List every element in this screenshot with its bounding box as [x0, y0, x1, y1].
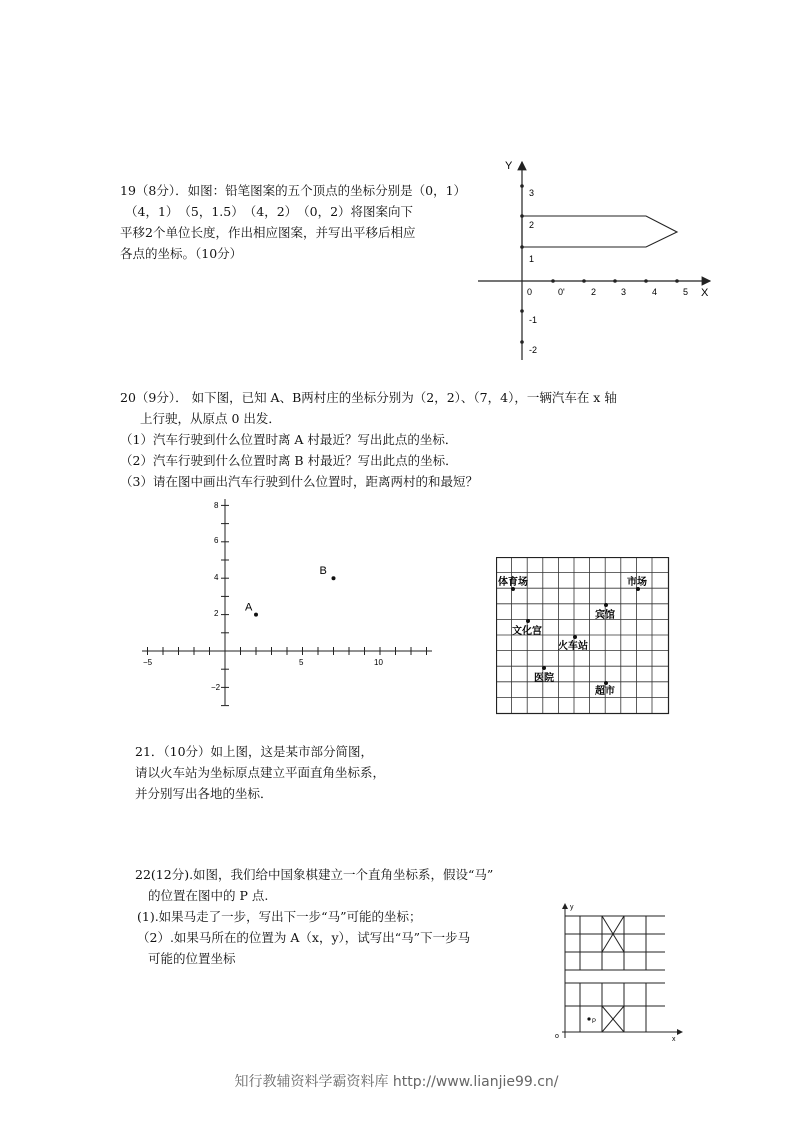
q22-line-1: 22(12分).如图，我们给中国象棋建立一个直角坐标系，假设“马” — [135, 867, 494, 882]
village-a-label: A — [245, 601, 253, 614]
q22-line-4: （2）.如果马所在的位置为 A（x，y），试写出“马”下一步马 — [137, 930, 471, 945]
q19-coordinate-graph — [470, 150, 720, 365]
y-tick-label: −2 — [211, 683, 221, 692]
y-axis-label: Y — [505, 160, 513, 172]
y-tick-label: 2 — [529, 220, 535, 230]
point-p-label: P — [592, 1019, 597, 1025]
map-place-train-station: 火车站 — [558, 641, 588, 652]
map-place-supermarket: 超市 — [595, 686, 615, 697]
q22-line-3: (1).如果马走了一步，写出下一步“马”可能的坐标； — [137, 909, 422, 924]
y-axis-label: y — [570, 904, 574, 911]
q22-line-2: 的位置在图中的 P 点. — [148, 888, 269, 903]
y-tick-label: 2 — [214, 609, 219, 618]
map-place-market: 市场 — [627, 577, 647, 588]
page-footer: 知行教辅资料学霸资料库 http://www.lianjie99.cn/ — [234, 1074, 559, 1090]
map-place-stadium: 体育场 — [498, 577, 528, 588]
village-b-point — [332, 576, 336, 580]
q19-line-2: （4，1） （5，1.5） （4，2） （0，2）将图案向下 — [125, 204, 414, 219]
city-map-grid — [496, 557, 671, 717]
q21-line-1: 21．（10分）如上图，这是某市部分简图， — [135, 744, 374, 759]
x-tick-label: 10 — [374, 658, 383, 667]
y-tick-label: -1 — [529, 315, 538, 325]
q20-line-2: 上行驶，从原点 0 出发． — [140, 411, 281, 426]
x-axis-label: X — [701, 287, 709, 299]
x-tick-label: 0 — [527, 287, 533, 297]
y-tick-label: -2 — [529, 345, 538, 355]
q21-line-2: 请以火车站为坐标原点建立平面直角坐标系， — [135, 765, 386, 780]
q20-line-1: 20（9分）． 如下图，已知 A、B两村庄的坐标分别为（2，2）、（7，4），一辆汽车在 x 轴 — [120, 390, 617, 405]
village-a-point — [254, 613, 258, 617]
q20-line-4: （2）汽车行驶到什么位置时离 B 村最近？写出此点的坐标． — [120, 453, 458, 468]
map-place-hotel: 宾馆 — [595, 610, 615, 621]
y-tick-label: 6 — [214, 536, 219, 545]
q21-line-3: 并分别写出各地的坐标． — [135, 786, 273, 801]
x-tick-label: 3 — [621, 287, 627, 297]
q22-chess-board-graph — [550, 898, 690, 1046]
x-tick-label: 4 — [652, 287, 658, 297]
map-place-hospital: 医院 — [534, 673, 554, 684]
x-tick-label: 5 — [683, 287, 689, 297]
q19-line-1: 19（8分）．如图：铅笔图案的五个顶点的坐标分别是（0，1） — [120, 183, 467, 198]
point-p-marker — [587, 1017, 590, 1020]
x-tick-label: 0' — [558, 287, 565, 297]
origin-label: o — [555, 1033, 559, 1040]
q20-line-5: （3）请在图中画出汽车行驶到什么位置时，距离两村的和最短？ — [120, 474, 478, 489]
x-tick-label: 2 — [591, 287, 597, 297]
q20-coordinate-graph — [130, 495, 440, 710]
x-tick-label: −5 — [143, 658, 153, 667]
x-axis-label: x — [672, 1036, 676, 1043]
x-tick-label: 5 — [299, 658, 304, 667]
village-b-label: B — [319, 565, 327, 578]
y-tick-label: 4 — [214, 573, 219, 582]
q20-line-3: （1）汽车行驶到什么位置时离 A 村最近？写出此点的坐标． — [120, 432, 458, 447]
y-tick-label: 8 — [214, 501, 219, 510]
map-place-cultural-palace: 文化宫 — [512, 626, 542, 637]
pencil-shape — [522, 216, 677, 247]
y-tick-label: 3 — [529, 188, 535, 198]
q19-line-4: 各点的坐标。（10分） — [120, 246, 243, 261]
q19-line-3: 平移2个单位长度，作出相应图案，并写出平移后相应 — [120, 225, 416, 240]
q22-line-5: 可能的位置坐标 — [148, 951, 236, 966]
y-tick-label: 1 — [529, 254, 535, 264]
